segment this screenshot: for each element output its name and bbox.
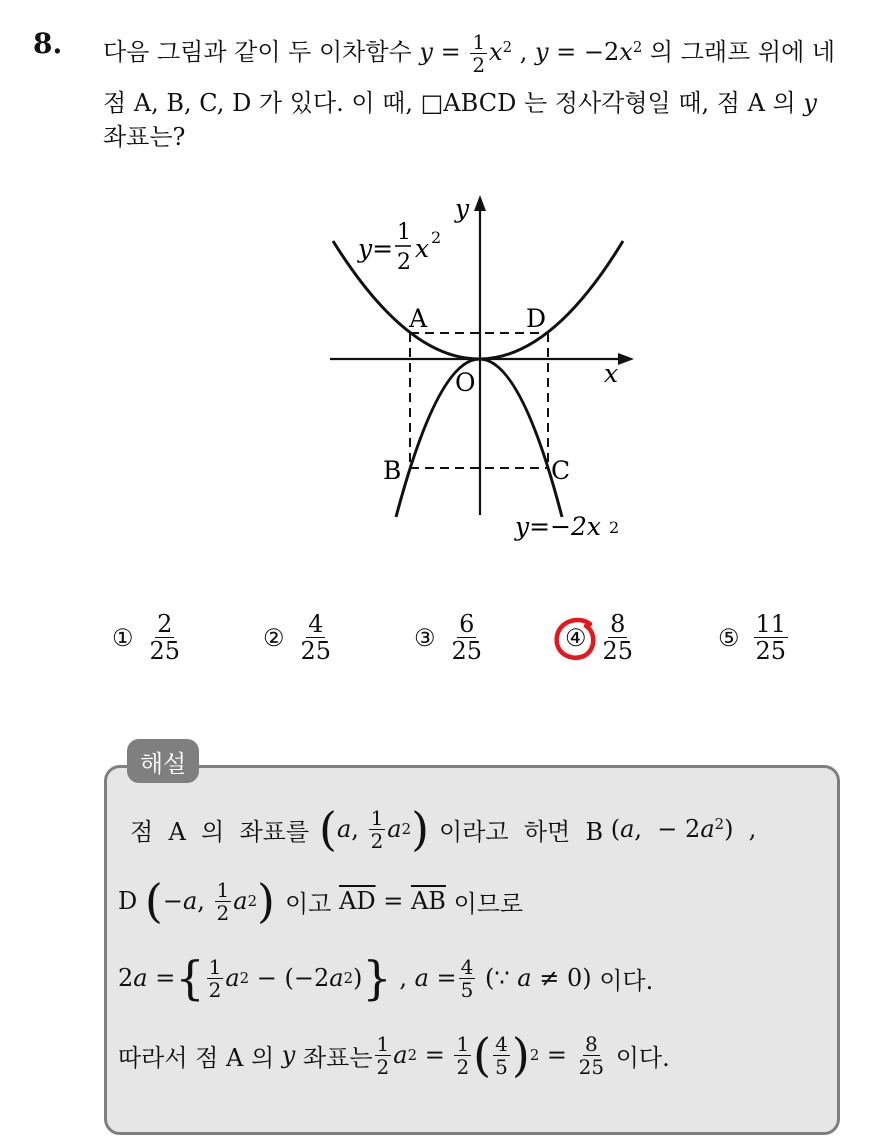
choice-fraction: $\frac{8}{25}$ [602, 610, 634, 665]
solution-text: 점 A 의 좌표를 [130, 817, 310, 846]
question-text-1b: 의 그래프 위에 네 [649, 38, 836, 66]
origin-label: O [455, 368, 476, 397]
solution-text: 이므로 [453, 889, 524, 918]
upper-label-exp: 2 [431, 228, 442, 247]
solution-text: 이고 [284, 889, 332, 918]
solution-line-4: 따라서 점 A 의 y 좌표는 $\frac{1}{2}$ a 2 = $\frac{1}{2}$ ( $\frac{4}{5}$ ) 2 = $\frac{8}{25}$ 이다. [118, 1028, 670, 1082]
question-line-3: 좌표는? [103, 123, 186, 151]
solution-text: 따라서 점 A 의 [118, 1043, 275, 1072]
choice-fraction: $\frac{11}{25}$ [755, 610, 787, 665]
solution-line-2: D ( − a , $\frac{1}{2}$ a 2 ) 이고 $\overline{AD} = \overline{AB}$ 이므로 [118, 874, 524, 928]
question-text-1a: 다음 그림과 같이 두 이차함수 [103, 38, 412, 66]
solution-text: 이다. [599, 966, 654, 995]
question-line-2 [103, 88, 817, 118]
choice-mark: ③ [414, 623, 436, 652]
choice-fraction: $\frac{4}{25}$ [300, 610, 332, 665]
solution-text: 이라고 하면 B [439, 817, 604, 846]
point-c-label: C [551, 456, 571, 485]
question-text-2: 점 A, B, C, D 가 있다. 이 때, □ABCD 는 정사각형일 때, 점 A 의 [103, 89, 796, 117]
solution-tag: 해설 [127, 739, 199, 783]
point-d-label: D [526, 304, 547, 333]
solution-line-1: 점 A 의 좌표를 ( a , $\frac{1}{2}$ a 2 ) 이라고 하면 B (a, − $2a^2$) , [130, 802, 757, 856]
question-number: 8. [33, 27, 63, 60]
question-line-1: 다음 그림과 같이 두 이차함수 y = $\frac{1}{2}$ $x^2$ , $y = -2x^2$ 의 그래프 위에 네 [103, 30, 836, 77]
x-axis-arrow [618, 353, 634, 365]
choice-2[interactable] [263, 612, 335, 663]
upper-curve-label-y: y= [358, 234, 394, 263]
upper-curve-label-x: x [415, 234, 430, 263]
solution-line-3: 2a = { $\frac{1}{2}$ a 2 − (−2 a 2 ) } , a = $\frac{4}{5}$ (∵ a ≠ 0) 이다. [118, 951, 654, 1005]
point-a-label: A [409, 304, 428, 333]
upper-label-num: 1 [397, 220, 411, 245]
solution-text: 이다. [615, 1043, 670, 1072]
solution-text: 좌표는 [302, 1043, 373, 1072]
lower-curve-label: y=−2x [515, 512, 602, 541]
answer-circle-mark [550, 614, 602, 666]
half-fraction: $\frac{1}{2}$ [472, 30, 486, 77]
choice-fraction: $\frac{2}{25}$ [149, 610, 181, 665]
parabola-figure [300, 185, 660, 555]
lower-label-exp: 2 [609, 518, 620, 537]
choice-1[interactable] [112, 612, 184, 663]
choice-5[interactable] [718, 612, 790, 663]
x-axis-label: x [604, 359, 619, 388]
choice-3[interactable] [414, 612, 486, 663]
y-axis-label: y [455, 194, 470, 223]
choice-mark: ⑤ [718, 623, 740, 652]
point-b-label: B [383, 456, 402, 485]
choice-fraction: $\frac{6}{25}$ [451, 610, 483, 665]
y-axis-arrow [474, 195, 486, 211]
question-y-var: y [803, 89, 817, 117]
choice-mark: ① [112, 623, 134, 652]
choice-mark: ② [263, 623, 285, 652]
upper-label-den: 2 [397, 250, 411, 275]
choice-mark: ④ [565, 623, 587, 652]
